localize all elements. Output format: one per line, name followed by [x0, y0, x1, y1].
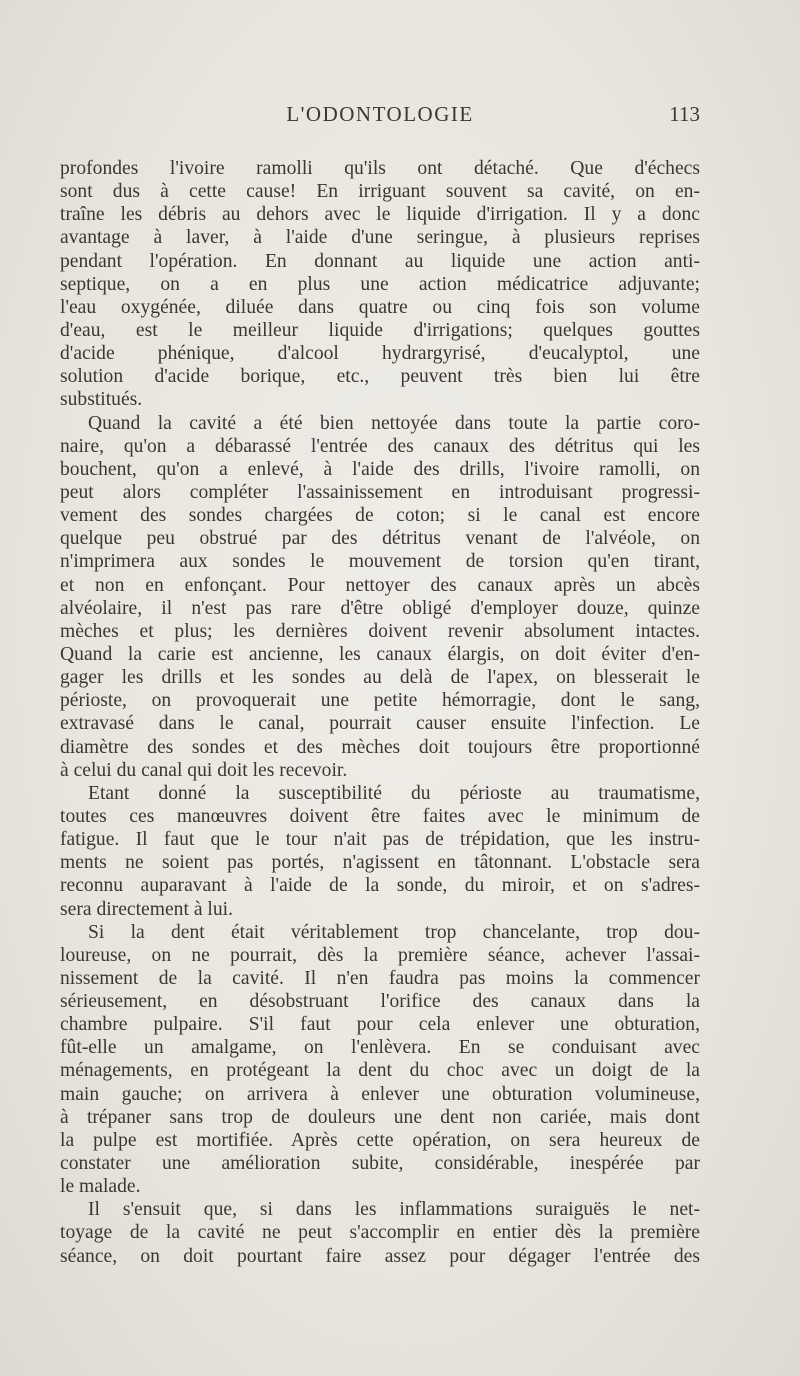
text-line: le malade.: [60, 1176, 141, 1198]
text-line: naire, qu'on a débarassé l'entrée des canaux des détritus qui les: [60, 435, 700, 457]
text-line: à trépaner sans trop de douleurs une dent non cariée, mais dont: [60, 1106, 700, 1128]
text-line: fût-elle un amalgame, on l'enlèvera. En se conduisant avec: [60, 1037, 700, 1059]
text-line: chambre pulpaire. S'il faut pour cela enlever une obturation,: [60, 1014, 700, 1036]
text-line: Etant donné la susceptibilité du périoste au traumatisme,: [88, 782, 700, 804]
text-line: toutes ces manœuvres doivent être faites avec le minimum de: [60, 805, 700, 827]
text-line: fatigue. Il faut que le tour n'ait pas de trépidation, que les instru-: [60, 829, 700, 851]
text-line: profondes l'ivoire ramolli qu'ils ont détaché. Que d'échecs: [60, 158, 700, 179]
text-line: constater une amélioration subite, considérable, inespérée par: [60, 1153, 700, 1175]
text-line: d'eau, est le meilleur liquide d'irrigations; quelques gouttes: [60, 319, 700, 341]
text-line: Il s'ensuit que, si dans les inflammations suraiguës le net-: [88, 1199, 700, 1221]
text-line: ments ne soient pas portés, n'agissent en tâtonnant. L'obstacle sera: [60, 852, 700, 874]
text-line: d'acide phénique, d'alcool hydrargyrisé, d'eucalyptol, une: [60, 343, 700, 365]
running-head: L'ODONTOLOGIE: [286, 102, 474, 126]
text-line: Quand la cavité a été bien nettoyée dans toute la partie coro-: [88, 412, 700, 434]
text-line: Si la dent était véritablement trop chancelante, trop dou-: [88, 921, 700, 943]
text-line: avantage à laver, à l'aide d'une seringue, à plusieurs reprises: [60, 227, 700, 249]
body-text: [60, 157, 700, 1268]
text-line: à celui du canal qui doit les recevoir.: [60, 759, 348, 781]
text-line: alvéolaire, il n'est pas rare d'être obligé d'employer douze, quinze: [60, 597, 700, 619]
text-line: ménagements, en protégeant la dent du choc avec un doigt de la: [60, 1060, 700, 1082]
text-line: séance, on doit pourtant faire assez pour dégager l'entrée des: [60, 1245, 700, 1267]
text-line: traîne les débris au dehors avec le liquide d'irrigation. Il y a donc: [60, 204, 700, 226]
text-line: sera directement à lui.: [60, 898, 233, 920]
text-line: substitués.: [60, 389, 143, 411]
page-header: [60, 102, 700, 132]
text-line: reconnu auparavant à l'aide de la sonde, du miroir, et on s'adres-: [60, 875, 700, 897]
text-line: sont dus à cette cause! En irriguant souvent sa cavité, on en-: [60, 181, 700, 203]
text-line: n'imprimera aux sondes le mouvement de torsion qu'en tirant,: [60, 551, 700, 573]
text-line: solution d'acide borique, etc., peuvent très bien lui être: [60, 366, 700, 388]
text-line: nissement de la cavité. Il n'en faudra pas moins la commencer: [60, 967, 700, 989]
text-line: gager les drills et les sondes au delà de l'apex, on blesserait le: [60, 667, 700, 689]
text-line: pendant l'opération. En donnant au liquide une action anti-: [60, 250, 700, 272]
text-line: extravasé dans le canal, pourrait causer ensuite l'infection. Le: [60, 713, 700, 735]
text-line: vement des sondes chargées de coton; si le canal est encore: [60, 505, 700, 527]
text-line: main gauche; on arrivera à enlever une obturation volumineuse,: [60, 1083, 700, 1105]
text-line: diamètre des sondes et des mèches doit toujours être proportionné: [60, 736, 700, 758]
text-line: la pulpe est mortifiée. Après cette opération, on sera heureux de: [60, 1129, 700, 1151]
text-line: septique, on a en plus une action médicatrice adjuvante;: [60, 273, 700, 295]
text-line: toyage de la cavité ne peut s'accomplir en entier dès la première: [60, 1222, 700, 1244]
text-line: l'eau oxygénée, diluée dans quatre ou cinq fois son volume: [60, 296, 700, 318]
text-line: loureuse, on ne pourrait, dès la première séance, achever l'assai-: [60, 944, 700, 966]
text-line: périoste, on provoquerait une petite hémorragie, dont le sang,: [60, 690, 700, 712]
text-line: sérieusement, en désobstruant l'orifice des canaux dans la: [60, 991, 700, 1013]
text-line: quelque peu obstrué par des détritus venant de l'alvéole, on: [60, 528, 700, 550]
text-line: bouchent, qu'on a enlevé, à l'aide des drills, l'ivoire ramolli, on: [60, 458, 700, 480]
text-line: et non en enfonçant. Pour nettoyer des canaux après un abcès: [60, 574, 700, 596]
page-number: 113: [669, 102, 700, 126]
text-line: Quand la carie est ancienne, les canaux élargis, on doit éviter d'en-: [60, 643, 700, 665]
text-line: peut alors compléter l'assainissement en introduisant progressi-: [60, 481, 700, 503]
text-line: mèches et plus; les dernières doivent revenir absolument intactes.: [60, 620, 700, 642]
